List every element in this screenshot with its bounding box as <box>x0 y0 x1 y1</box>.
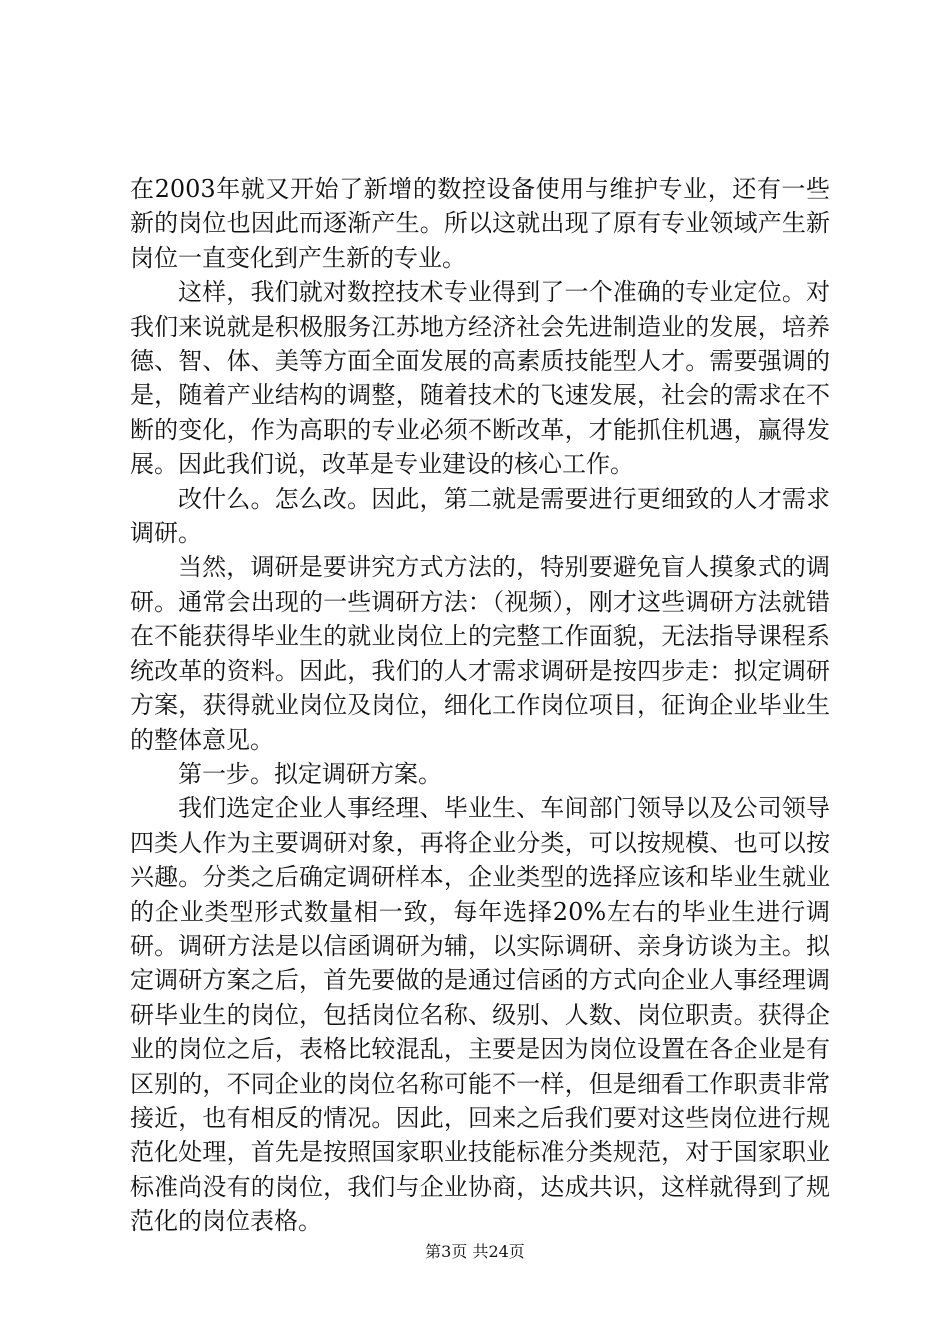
paragraph-what-to-change: 改什么。怎么改。因此，第二就是需要进行更细致的人才需求调研。 <box>130 484 830 548</box>
document-body <box>130 172 830 1239</box>
paragraph-positioning: 这样，我们就对数控技术专业得到了一个准确的专业定位。对我们来说就是积极服务江苏地方经济社会先进制造业的发展，培养德、智、体、美等方面全面发展的高素质技能型人才。需要强调的是，随着产业结构的调整，随着技术的飞速发展，社会的需求在不断的变化，作为高职的专业必须不断改革，才能抓住机遇，赢得发展。因此我们说，改革是专业建设的核心工作。 <box>130 278 830 479</box>
paragraph-research-plan: 我们选定企业人事经理、毕业生、车间部门领导以及公司领导四类人作为主要调研对象，再将企业分类，可以按规模、也可以按兴趣。分类之后确定调研样本，企业类型的选择应该和毕业生就业的企业类型形式数量相一致，每年选择20%左右的毕业生进行调研。调研方法是以信函调研为辅，以实际调研、亲身访谈为主。拟定调研方案之后，首先要做的是通过信函的方式向企业人事经理调研毕业生的岗位，包括岗位名称、级别、人数、岗位职责。获得企业的岗位之后，表格比较混乱，主要是因为岗位设置在各企业是有区别的，不同企业的岗位名称可能不一样，但是细看工作职责非常接近，也有相反的情况。因此，回来之后我们要对这些岗位进行规范化处理，首先是按照国家职业技能标准分类规范，对于国家职业标准尚没有的岗位，我们与企业协商，达成共识，这样就得到了规范化的岗位表格。 <box>130 794 830 1236</box>
page-number-footer: 第3页 共24页 <box>425 1242 525 1261</box>
paragraph-continuation: 在2003年就又开始了新增的数控设备使用与维护专业，还有一些新的岗位也因此而逐渐产生。所以这就出现了原有专业领域产生新岗位一直变化到产生新的专业。 <box>130 175 830 272</box>
paragraph-research-methods: 当然，调研是要讲究方式方法的，特别要避免盲人摸象式的调研。通常会出现的一些调研方法：（视频），刚才这些调研方法就错在不能获得毕业生的就业岗位上的完整工作面貌，无法指导课程系统改革的资料。因此，我们的人才需求调研是按四步走：拟定调研方案，获得就业岗位及岗位，细化工作岗位项目，征询企业毕业生的整体意见。 <box>130 553 830 754</box>
paragraph-step-one-heading: 第一步。拟定调研方案。 <box>178 759 442 788</box>
